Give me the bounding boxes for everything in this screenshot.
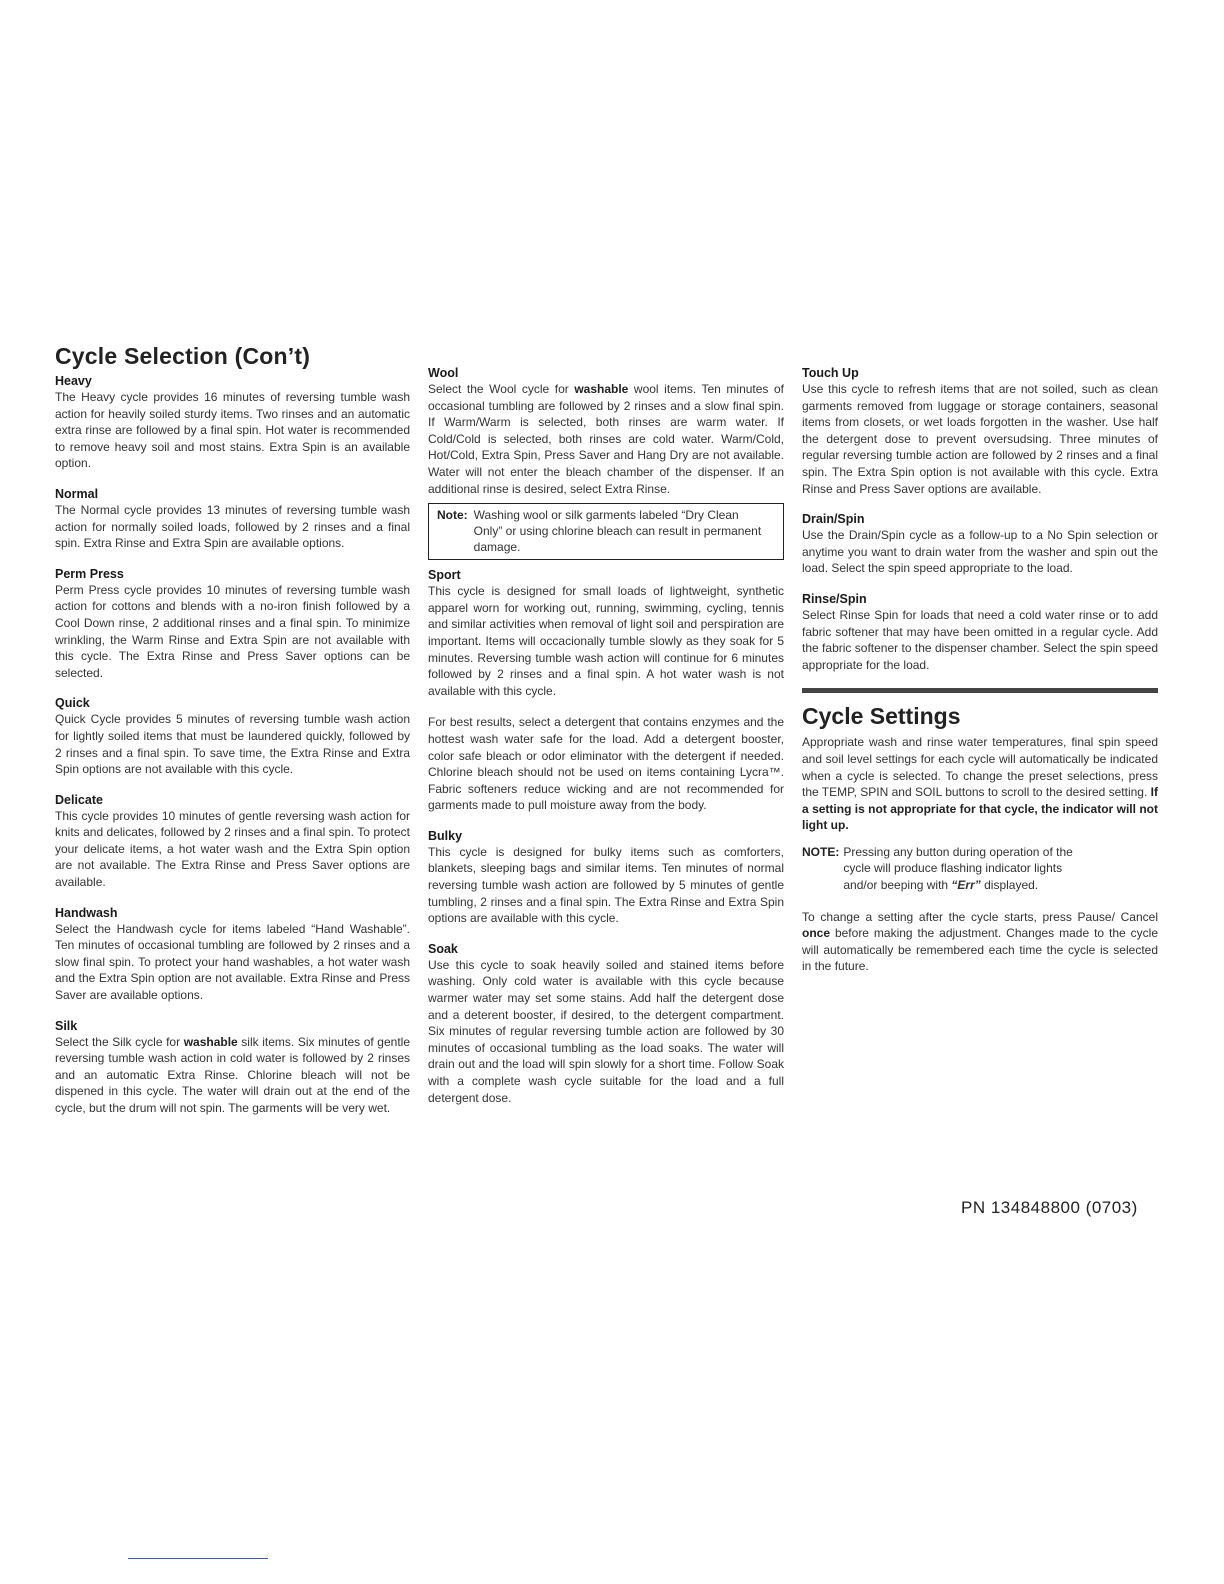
section-title: Normal [55, 486, 99, 501]
note-label: Note: [437, 508, 468, 523]
section-body: This cycle is designed for bulky items such as comforters, blankets, sleeping bags and similar items. Ten minutes of normal reversing tumble wash action are followed by 5 minutes of gentle tumbling, 2 rinses and a final spin. The Extra Rinse and Extra Spin options are available with this cycle. [428, 844, 784, 926]
section-title: Delicate [55, 792, 103, 807]
cycle-drain-spin [802, 512, 1158, 577]
settings-body-emphasis: If a setting is not appropriate for that cycle, the indicator will not light up. [802, 785, 1158, 833]
section-body: Select Rinse Spin for loads that need a cold water rinse or to add fabric softener that may have been omitted in a regular cycle. Add the fabric softener to the dispenser chamber. Select the spin speed appropriate for the load. [802, 607, 1158, 672]
section-title: Silk [55, 1018, 78, 1033]
sport-tips [428, 714, 784, 814]
section-body: Perm Press cycle provides 10 minutes of reversing tumble wash action for cottons and blends with a no-iron finish followed by a Cool Down rinse, 2 additional rinses and a final spin. To minimize wrinkling, the Warm Rinse and Extra Spin are not available with this cycle. The Extra Rinse and Press Saver options can be selected. [55, 582, 410, 680]
section-title: Touch Up [802, 366, 859, 380]
silk-body-pre: Select the Silk cycle for [55, 1034, 184, 1049]
note-text-pre: Pressing any button during operation of the cycle will produce flashing indicator lights and/or beeping with [843, 844, 1073, 893]
part-number: PN 134848800 (0703) [961, 1198, 1138, 1217]
cycle-delicate [55, 793, 410, 891]
section-body [55, 1034, 410, 1117]
note-text-emphasis: “Err” [951, 878, 981, 893]
change-body-emphasis: once [802, 926, 831, 941]
section-body: Use this cycle to soak heavily soiled and stained items before washing. Only cold water is available with this cycle because warmer water may set some stains. Add half the detergent dose and a deterent booster, if desired, to the detergent compartment. Six minutes of regular reversing tumble action are followed by 30 minutes of occasional tumbling as the load soaks. The water will drain out and the load will spin slowly for a short time. Follow Soak with a complete wash cycle suitable for the load and a full detergent dose. [428, 957, 784, 1105]
note-label: NOTE: [802, 844, 840, 859]
section-title: Sport [428, 568, 461, 583]
silk-body-post: silk items. Six minutes of gentle reversing tumble wash action in cold water is followed by 2 rinses and an automatic Extra Rinse. Chlorine bleach will not be dispened in this cycle. The water will drain out at the end of the cycle, but the drum will not spin. The garments will be very wet. [55, 1034, 411, 1115]
silk-body-emphasis: washable [183, 1034, 238, 1049]
settings-title: Cycle Settings [802, 703, 961, 730]
wool-body-pre: Select the Wool cycle for [428, 382, 575, 396]
section-title: Bulky [428, 828, 463, 843]
settings-body-pre: Appropriate wash and rinse water temperatures, final spin speed and soil level settings for each cycle will automatically be indicated when a cycle is selected. To change the preset selections, press the TEMP, SPIN and SOIL buttons to scroll to the desired setting. [802, 735, 1158, 800]
cycle-rinse-spin [802, 592, 1158, 673]
cycle-perm-press [55, 567, 410, 682]
section-title: Handwash [55, 905, 118, 920]
section-title: Drain/Spin [802, 512, 865, 527]
change-body-pre: To change a setting after the cycle starts, press Pause/ Cancel [802, 909, 1158, 924]
note-text [843, 844, 1158, 894]
cycle-touch-up [802, 366, 1158, 497]
cycle-normal [55, 487, 410, 552]
section-body: This cycle provides 10 minutes of gentle reversing wash action for knits and delicates, followed by 2 rinses and a final spin. To protect your delicate items, a hot water wash and the Extra Spin option are not available. The Extra Rinse and Press Saver options are available. [55, 808, 410, 890]
section-body: Select the Handwash cycle for items labeled “Hand Washable”. Ten minutes of occasional tumbling are followed by 2 rinses and a slow final spin. To protect your hand washables, a hot water wash and the Extra Spin option are not available. Extra Rinse and Press Saver are available options. [55, 921, 410, 1003]
page-title: Cycle Selection (Con’t) [55, 343, 311, 369]
footer-line [128, 1558, 268, 1559]
section-title: Soak [428, 941, 458, 956]
section-body: The Normal cycle provides 13 minutes of reversing tumble wash action for normally soiled loads, followed by 2 rinses and a final spin. Extra Rinse and Extra Spin are available options. [55, 502, 410, 551]
section-title: Heavy [55, 374, 92, 388]
cycle-quick [55, 696, 410, 777]
column-3 [802, 366, 1158, 975]
cycle-handwash [55, 906, 410, 1004]
cycle-bulky [428, 829, 784, 927]
section-body: Quick Cycle provides 5 minutes of reversing tumble wash action for lightly soiled items that must be laundered quickly, followed by 2 rinses and a final spin. To save time, the Extra Rinse and Extra Spin options are not available with this cycle. [55, 712, 410, 777]
wool-body-post: wool items. Ten minutes of occasional tumbling are followed by 2 rinses and a slow final spin. If Warm/Warm is selected, both rinses are warm water. If Cold/Cold is selected, both rinses are cold water. Warm/Cold, Hot/Cold, Extra Spin, Press Saver and Hang Dry are not available. Water will not enter the bleach chamber of the dispenser. If an additional rinse is desired, select Extra Rinse. [428, 382, 784, 496]
column-1 [55, 343, 410, 1132]
cycle-wool [428, 366, 784, 497]
cycle-heavy [55, 374, 410, 472]
note-text: Washing wool or silk garments labeled “Dry Clean Only” or using chlorine bleach can result in permanent damage. [473, 508, 762, 555]
section-body: This cycle is designed for small loads of lightweight, synthetic apparel worn for working out, running, swimming, cycling, tennis and similar activities when removal of light soil and perspiration are important. Items will occacionally tumble slowly as they soak for 5 minutes. Reversing tumble wash action will continue for 6 minutes followed by 2 rinses and a final spin. A hot water wash is not available with this cycle. [428, 584, 784, 698]
section-title: Wool [428, 366, 459, 380]
section-body [428, 381, 784, 497]
settings-change-body [802, 909, 1158, 975]
section-body: Use the Drain/Spin cycle as a follow-up to a No Spin selection or anytime you want to drain water from the washer and spin out the load. Select the spin speed appropriate to the load. [802, 528, 1158, 576]
wool-note-box [428, 503, 784, 560]
settings-note [802, 844, 1158, 894]
change-body-post: before making the adjustment. Changes made to the cycle will automatically be remembered each time the cycle is selected in the future. [802, 926, 1158, 974]
section-body: The Heavy cycle provides 16 minutes of reversing tumble wash action for heavily soiled sturdy items. Two rinses and an automatic extra rinse are followed by a final spin. Hot water is recommended to remove heavy soil and most stains. Extra Spin is an available option. [55, 390, 410, 471]
cycle-soak [428, 942, 784, 1106]
settings-body [802, 734, 1158, 834]
section-title: Quick [55, 696, 90, 711]
section-body: For best results, select a detergent that contains enzymes and the hottest wash water safe for the load. Add a detergent booster, color safe bleach or odor eliminator with the detergent if needed. Chlorine bleach should not be used on items containing Lycra™. Fabric softeners reduce wicking and are not recommended for garments made to pull moisture away from the body. [428, 715, 784, 813]
note-text-post: displayed. [980, 878, 1039, 893]
section-divider [802, 688, 1158, 693]
section-body: Use this cycle to refresh items that are not soiled, such as clean garments removed from luggage or storage containers, seasonal items from closets, or wet loads forgotten in the washer. Use half the detergent dose to prevent oversudsing. Three minutes of regular reversing tumble action are followed by 2 rinses and a final spin. The Extra Spin option is not available with this cycle. Extra Rinse and Press Saver options are available. [802, 382, 1158, 496]
cycle-sport [428, 568, 784, 699]
section-title: Perm Press [55, 566, 124, 581]
column-2 [428, 366, 784, 1121]
section-title: Rinse/Spin [802, 591, 867, 606]
cycle-silk [55, 1019, 410, 1117]
wool-body-emphasis: washable [574, 382, 629, 396]
